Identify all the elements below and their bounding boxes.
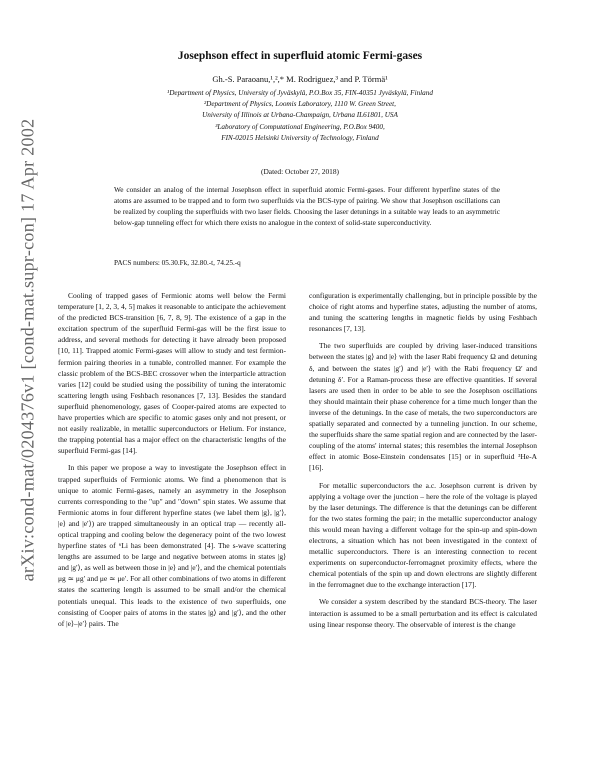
paragraph: Cooling of trapped gases of Fermionic atoms well below the Fermi temperature [1, 2, 3, 4, 5] makes it reasonable to anticipate the achievement of the predicted BCS-transition [6, 7, 8, 9]. The existence of a gap in the excitation spectrum of the superfluid Fermi-gas will be the first issue to address, and several methods for detecting it have already been proposed [10, 11]. Trapped atomic Fermi-gases will allow to study and test fermion-fermion pairing theories in a tunable, controlled manner. For example the classic problem of the BCS-BEC crossover when the interparticle attraction varies [12] could be studied using the possibility of tuning the interatomic scattering length using Feshbach resonances [7, 13]. Besides the standard superfluid phenomenology, gases of Cooper-paired atoms are expected to have properties which are specific to atomic gases only and not present, or not easily realizable, in metallic superconductors or Helium. For instance, the trapping potential has a major effect on the characteristic lengths of the superfluid Fermi-gas [14]. — [58, 291, 286, 456]
paragraph: configuration is experimentally challenging, but in principle possible by the choice of right atoms and hyperfine states, adjusting the number of atoms, and tuning the scattering lengths in magnetic fields by using Feshbach resonances [7, 13]. — [309, 291, 537, 334]
affiliations — [0, 88, 600, 144]
abstract: We consider an analog of the internal Josephson effect in superfluid atomic Fermi-gases. Four different hyperfine states of the atoms are assumed to be trapped and to form two superfluids via the BCS-type of pairing. We show that Josephson oscillations can be realized by coupling the superfluids with two laser fields. Choosing the laser detunings in a suitable way leads to an asymmetric below-gap tunneling effect for which there exists no analogue in the context of solid-state superconductivity. — [114, 185, 500, 227]
affiliation-line: ¹Department of Physics, University of Jyväskylä, P.O.Box 35, FIN-40351 Jyväskylä, Finland — [167, 89, 433, 97]
arxiv-identifier: arXiv:cond-mat/0204376v1 [cond-mat.supr-con] 17 Apr 2002 — [17, 118, 38, 582]
date-line: (Dated: October 27, 2018) — [261, 167, 339, 176]
affiliation-line: FIN-02015 Helsinki University of Technology, Finland — [221, 133, 379, 142]
right-column — [309, 290, 537, 636]
affiliation-line: ³Laboratory of Computational Engineering, P.O.Box 9400, — [215, 122, 385, 131]
paper-title: Josephson effect in superfluid atomic Fermi-gases — [177, 50, 423, 62]
left-column — [58, 290, 286, 635]
paragraph: We consider a system described by the standard BCS-theory. The laser interaction is assumed to be a small perturbation and its effect is calculated using linear response theory. The observable of interest is the change — [309, 597, 537, 629]
pacs-numbers: PACS numbers: 05.30.Fk, 32.80.-t, 74.25.-q — [114, 259, 241, 267]
affiliation-line: University of Illinois at Urbana-Champaign, Urbana IL61801, USA — [202, 111, 398, 120]
author-list: Gh.-S. Paraoanu,¹,²,* M. Rodriguez,³ and P. Törmä¹ — [212, 74, 388, 84]
affiliation-line: ²Department of Physics, Loomis Laboratory, 1110 W. Green Street, — [204, 100, 396, 109]
paragraph: The two superfluids are coupled by driving laser-induced transitions between the states |g⟩ and |e⟩ with the laser Rabi frequency Ω and detuning δ, and between the states |g′⟩ and |e′⟩ with the Rabi frequency Ω′ and detuning δ′. For a Raman-process these are effective quantities. If several lasers are used then in order to be able to see the Josephson oscillations they should maintain their phase coherence for a time much longer than the inverse of the detunings. In the case of metals, the two superconductors are spatially separated and connected by a tunneling junction. In our scheme, the superfluids share the same spatial region and are connected by the laser-coupling of the atoms' internal states; this resembles the internal Josephson effect in atomic Bose-Einstein condensates [15] or in superfluid ³He-A [16]. — [309, 341, 537, 473]
paragraph: In this paper we propose a way to investigate the Josephson effect in trapped superfluids of Fermionic atoms. We find a phenomenon that is unique to atomic Fermi-gases, namely an asymmetry in the Josephson currents corresponding to the "up" and "down" spin states. We assume that Fermionic atoms in four different hyperfine states (we label them |g⟩, |g′⟩, |e⟩ and |e′⟩) are trapped simultaneously in an optical trap — recently all-optical trapping and cooling below the degeneracy point of the two lowest hyperfine states of ⁶Li has been demonstrated [4]. The s-wave scattering lengths are assumed to be large and negative between atoms in states |g⟩ and |g′⟩, as well as between those in |e⟩ and |e′⟩, and the chemical potentials μg ≃ μg′ and μe ≃ μe′. For all other combinations of two atoms in different states the scattering length is assumed to be small and/or the chemical potentials unequal. This leads to the existence of two superfluids, one consisting of Cooper pairs of atoms in the states |g⟩ and |g′⟩, and the other of |e⟩–|e′⟩ pairs. The — [58, 463, 286, 628]
paragraph: For metallic superconductors the a.c. Josephson current is driven by applying a voltage over the junction – here the role of the voltage is played by the laser detunings. The difference is that the detunings can be different for the two states forming the pair; in the metallic superconductor analogy this would mean having a different voltage for the spin-up and spin-down electrons, a situation which has not been investigated in the context of metallic superconductors. There is an interesting connection to recent experiments on superconductor-ferromagnet proximity effects, where the chemical potentials of the spin up and down electrons are slightly different in the ferromagnet due to the exchange interaction [17]. — [309, 480, 537, 590]
